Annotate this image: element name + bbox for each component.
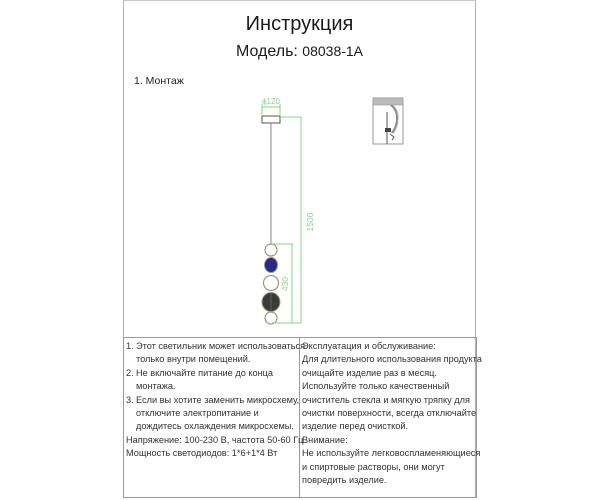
model-number: 08038-1A bbox=[302, 43, 364, 59]
total-height-label: 1500 bbox=[305, 212, 315, 232]
installation-illustration bbox=[373, 98, 403, 144]
safety-notes bbox=[124, 338, 306, 497]
blue-bead bbox=[265, 258, 278, 273]
notes-table bbox=[123, 337, 482, 498]
model-label: Модель: bbox=[235, 43, 298, 60]
maintenance-heading: Эксплуатация и обслуживание: bbox=[302, 341, 436, 351]
page-title: Инструкция bbox=[245, 13, 354, 35]
diameter-label: ϕ120 bbox=[262, 97, 280, 106]
pendant-height-label: 430 bbox=[280, 276, 290, 292]
note-item: 3. Если вы хотите заменить микросхему, отключите электропитание и дождитесь охлаждения микросхемы. bbox=[126, 394, 300, 432]
ring-3 bbox=[265, 312, 277, 324]
power-spec: Мощность светодиодов: 1*6+1*4 Вт bbox=[126, 448, 278, 459]
pendant-lamp-drawing bbox=[262, 116, 280, 324]
voltage-spec: Напряжение: 100-230 В, частота 50-60 Гц bbox=[126, 434, 304, 445]
warning-heading: Внимание: bbox=[302, 434, 348, 445]
maintenance-notes: Эксплуатация и обслуживание: Для длительного использования продукта очищайте изделие раз в месяц. Используйте только качественный очиститель стекла и мягкую тряпку для очистки поверхности, всегда отключайте изделие перед очисткой. Внимание: Не используйте легковоспламеняющиеся и спиртовые растворы, они могут повредить изделие. bbox=[302, 341, 482, 486]
note-item: 1. Этот светильник может использоваться только внутри помещений. bbox=[126, 341, 306, 365]
section-title-mounting: 1. Монтаж bbox=[134, 75, 184, 87]
ring-1 bbox=[265, 244, 277, 256]
note-item: 2. Не включайте питание до конца монтажа. bbox=[126, 367, 274, 392]
ring-2 bbox=[264, 276, 279, 291]
canopy bbox=[262, 116, 280, 123]
